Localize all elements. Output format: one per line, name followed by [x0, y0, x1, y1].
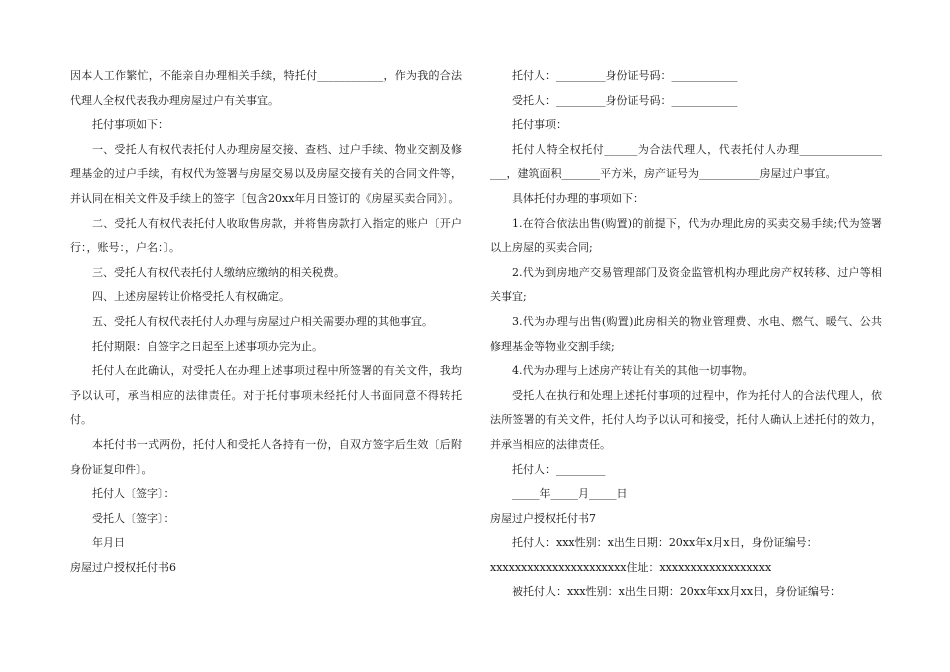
agent-id-line: 受托人：_________身份证号码：____________	[512, 93, 738, 107]
item-one-paragraph: 一、受托人有权代表托付人办理房屋交接、查档、过户手续、物业交割及修理基金的过户手续，有权代为签署与房屋交易以及房屋交接有关的合同文件等，并认同在相关文件及手续上的签字〔包含20xx年月日签订的《房屋买卖合同》〕。	[70, 142, 462, 205]
section-title-7: 房屋过户授权托付书7	[490, 511, 596, 525]
principal-id-line: 托付人：_________身份证号码：____________	[512, 69, 738, 82]
principal-id-address-line: xxxxxxxxxxxxxxxxxxxxxx住址：xxxxxxxxxxxxxxxxxx	[490, 560, 772, 574]
copies-paragraph: 本托付书一式两份，托付人和受托人各持有一份，自双方签字后生效〔后附身份证复印件〕。	[70, 437, 462, 476]
entrusted-matters-heading: 托付事项：	[512, 118, 567, 132]
entrusted-items-heading: 托付事项如下：	[92, 118, 169, 132]
specific-matters-heading: 具体托付办理的事项如下：	[512, 191, 644, 205]
principal-info-line: 托付人：xxx性别：x出生日期：20xx年x月x日，身份证编号：	[512, 536, 818, 550]
authorization-paragraph: 托付人特全权托付______为合法代理人，代表托付人办理_______________ ___，建筑面积_______平方米，房产证号为___________房屋过户事宜。	[490, 142, 882, 181]
principal-signature-line-2: 托付人：_________	[512, 462, 606, 476]
agent-duty-paragraph: 受托人在执行和处理上述托付事项的过程中，作为托付人的合法代理人，依法所签署的有关文件，托付人均予以认可和接受，托付人确认上述托付的效力，并承当相应的法律责任。	[490, 388, 882, 451]
confirmation-paragraph: 托付人在此确认，对受托人在办理上述事项过程中所签署的有关文件，我均予以认可，承当相应的法律责任。对于托付事项未经托付人书面同意不得转托付。	[70, 364, 462, 427]
date-line: 年月日	[92, 536, 125, 550]
agent-signature-line: 受托人〔签字〕：	[92, 511, 175, 525]
matter-one-paragraph: 1.在符合依法出售(购置)的前提下，代为办理此房的买卖交易手续;代为签署以上房屋的买卖合同;	[490, 216, 882, 255]
section-title-6: 房屋过户授权托付书6	[70, 560, 176, 574]
matter-four-paragraph: 4.代为办理与上述房产转让有关的其他一切事物。	[512, 364, 754, 378]
agent-info-line: 被托付人：xxx性别：x出生日期：20xx年xx月xx日，身份证编号：	[512, 585, 842, 599]
intro-paragraph: 因本人工作繁忙，不能亲自办理相关手续，特托付____________，作为我的合法代理人全权代表我办理房屋过户有关事宜。	[70, 69, 462, 107]
date-line-2: _____年_____月_____日	[512, 487, 628, 501]
item-three-paragraph: 三、受托人有权代表托付人缴纳应缴纳的相关税费。	[92, 265, 345, 279]
item-two-paragraph: 二、受托人有权代表托付人收取售房款，并将售房款打入指定的账户〔开户行：，账号：，户名：〕。	[70, 216, 462, 255]
term-paragraph: 托付期限：自签字之日起至上述事项办完为止。	[92, 339, 323, 353]
matter-three-paragraph: 3.代为办理与出售(购置)此房相关的物业管理费、水电、燃气、暖气、公共修理基金等物业交割手续;	[490, 314, 882, 353]
principal-signature-line: 托付人〔签字〕：	[92, 487, 175, 501]
item-four-paragraph: 四、上述房屋转让价格受托人有权确定。	[92, 290, 290, 304]
matter-two-paragraph: 2.代为到房地产交易管理部门及资金监管机构办理此房产权转移、过户等相关事宜;	[490, 265, 882, 304]
item-five-paragraph: 五、受托人有权代表托付人办理与房屋过户相关需要办理的其他事宜。	[92, 314, 433, 328]
right-column	[490, 64, 882, 605]
left-column	[70, 64, 462, 580]
